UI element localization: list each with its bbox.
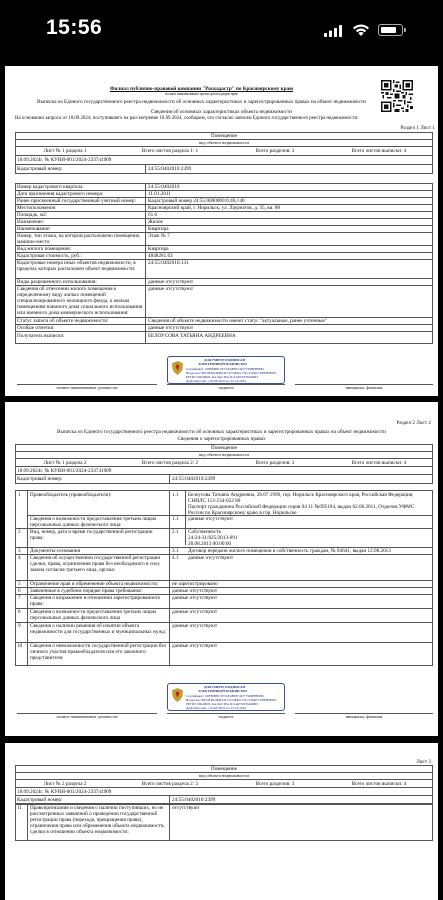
row-label: Особые отметки: xyxy=(17,325,55,331)
document-page-3[interactable] xyxy=(5,743,438,900)
sections-total: Всего разделов: 3 xyxy=(255,781,295,787)
cadastral-value: 24:55:0402010:2399 xyxy=(148,166,192,172)
stamp-line2: ЭЛЕКТРОННОЙ ПОДПИСЬЮ xyxy=(198,689,247,693)
sign-caption: подпись xyxy=(218,714,234,719)
row-sub: 3.1 xyxy=(172,548,179,554)
row-label: Дата присвоения кадастрового номера: xyxy=(17,191,104,197)
cadastral-value: 24:55:0402010:2399 xyxy=(172,797,216,803)
stamp-line1: ДОКУМЕНТ ПОДПИСАН xyxy=(204,685,246,689)
document-page-2[interactable] xyxy=(5,402,438,736)
extract-title: Выписка из Единого государственного реестра недвижимости об основных характеристиках и зарегистрированных правах на объект недвижимости xyxy=(37,99,366,105)
row-label: Сведения об отнесении жилого помещения к определенному виду жилых помещений специализированного жилищного фонда, к жилым помещениям наемного дома социального использования или наемного дома коммерческого использования: xyxy=(17,286,143,316)
stamp-owner: Владелец: ФЕДЕРАЛЬНАЯ СЛУЖБА ГОСУДАРСТВЕННОЙ xyxy=(186,371,276,375)
row-number: 10 xyxy=(17,643,23,649)
row-label: Заявленные в судебном порядке права требования: xyxy=(30,588,143,594)
coat-of-arms-icon xyxy=(172,688,183,702)
row-value: данные отсутствуют xyxy=(148,286,194,292)
object-type: Помещение xyxy=(211,445,237,451)
row-label: Сведения о возможности предоставления третьим лицам персональных данных физического лица xyxy=(30,609,156,621)
sign-name-caption: инициалы, фамилия xyxy=(345,714,383,719)
object-type-sub: вид объекта недвижимости xyxy=(199,773,249,778)
row-value: Кадастровый номер 24:55:0000000:0:46,//40 xyxy=(148,198,245,204)
object-type-sub: вид объекта недвижимости xyxy=(199,452,249,457)
stamp-line1: ДОКУМЕНТ ПОДПИСАН xyxy=(204,358,246,362)
status-bar xyxy=(0,0,443,62)
row-value: данные отсутствуют xyxy=(148,325,194,331)
row-value: 11.01.2011 xyxy=(148,191,171,197)
status-time: 15:56 xyxy=(46,16,103,39)
row-label: Сведения об осуществлении государственной регистрации сделки, права, ограничения права без необходимого в силу закона согласия третьего лица, органа: xyxy=(30,555,161,573)
sign-name-caption: инициалы, фамилия xyxy=(345,385,383,390)
row-sub: 4.1 xyxy=(172,555,179,561)
row-value: 24:55:0402010 xyxy=(148,184,180,190)
stamp-valid: Действителен: с 02.08.2023 по 25.10.2024 xyxy=(186,379,246,383)
row-value: данные отсутствуют xyxy=(172,643,218,649)
row-value: Красноярский край, г. Норильск, ул. Лауреатов, д. 35, кв. 88 xyxy=(148,205,281,211)
row-value: отсутствуют xyxy=(172,805,200,811)
stamp-owner2: РЕГИСТРАЦИИ, КАДАСТРА И КАРТОГРАФИИ xyxy=(186,702,258,706)
row-value: 24:55:0402010:131 xyxy=(148,260,189,266)
row-value: БЕЛОУСОВА ТАТЬЯНА АНДРЕЕВНА xyxy=(148,333,236,339)
cadastral-label: Кадастровый номер: xyxy=(17,797,63,803)
row-label: Наименование: xyxy=(17,226,51,232)
header-org: Филиал публично-правовой компании "Роскадастр" по Красноярскому краю xyxy=(109,86,294,92)
cadastral-label: Кадастровый номер: xyxy=(17,476,63,482)
row-label: Ранее присвоенный государственный учетный номер: xyxy=(17,198,136,204)
request-line: На основании запроса от 18.09.2024, поступившего на рассмотрение 18.09.2024, сообщаем, что согласно записям Единого государственного реестра недвижимости: xyxy=(15,116,359,121)
row-value: данные отсутствуют xyxy=(172,595,218,601)
row-number: 8 xyxy=(18,609,21,615)
row-number: 5 xyxy=(18,581,21,587)
row-label: Статус записи об объекте недвижимости: xyxy=(17,318,109,324)
cadastral-value: 24:55:0402010:2399 xyxy=(172,476,216,482)
digital-signature-stamp xyxy=(167,683,285,711)
sheet-no: Лист № 1 раздела 2 xyxy=(43,460,87,466)
date-no: 18.09.2024г. № КУВИ-001/2024-233741909 xyxy=(17,789,112,795)
section-title: Сведения об основных характеристиках объекта недвижимости xyxy=(151,109,292,115)
row-value: данные отсутствуют xyxy=(172,623,218,629)
row-number: 1 xyxy=(18,492,21,498)
digital-signature-stamp xyxy=(167,356,285,384)
row-label: Правообладатель (правообладатели): xyxy=(30,492,112,498)
row-value: Квартира xyxy=(148,246,169,252)
row-label: Назначение: xyxy=(17,219,45,225)
row-sub: 1.1 xyxy=(172,516,179,522)
row-label: Площадь, м2: xyxy=(17,212,48,218)
row-number: 3 xyxy=(18,548,21,554)
row-value: данные отсутствуют xyxy=(188,555,234,561)
row-number: 2 xyxy=(18,529,21,535)
stamp-owner: Владелец: ФЕДЕРАЛЬНАЯ СЛУЖБА ГОСУДАРСТВЕННОЙ xyxy=(186,698,276,702)
section-label: Раздел 2 Лист 2 xyxy=(396,420,431,426)
row-value: не зарегистрировано xyxy=(172,581,218,587)
row-value: 4848281.63 xyxy=(148,253,173,259)
section-title: Сведения о зарегистрированных правах xyxy=(177,436,266,442)
sheets-in-section: Всего листов раздела 2: 2 xyxy=(141,460,199,466)
row-label: Ограничение прав и обременение объекта недвижимости: xyxy=(30,581,159,587)
row-label: Вид, номер, дата и время государственной регистрации права: xyxy=(30,529,153,541)
stamp-cert: Сертификат: 00F89B8C5E7AE4B8374257740BFB98E1 xyxy=(186,367,265,371)
row-value: Жилое xyxy=(148,219,163,225)
row-value: Белоусова Татьяна Андреевна, 26.07.1996, гор. Норильск Красноярского края, Российская Федерация, СНИЛС 112-234-022 80 Паспорт гражданина Российской Федерации серия 04 11 №095104, выдан 02.06.2011, Отделом УФМС России по Красноярскому краю в гор. Норильске xyxy=(188,492,415,516)
row-value: 61.6 xyxy=(148,212,158,218)
object-type: Помещение xyxy=(211,766,237,772)
row-sub: 1.1 xyxy=(172,492,179,498)
sheets-in-section: Всего листов раздела 1: 1 xyxy=(141,148,199,154)
row-value: Этаж № 7 xyxy=(148,233,170,239)
row-value: данные отсутствуют xyxy=(148,279,194,285)
sections-total: Всего разделов: 3 xyxy=(255,148,295,154)
wifi-icon xyxy=(352,23,370,37)
row-label: Номер, тип этажа, на котором расположено помещение, машино-место: xyxy=(17,233,141,245)
object-type-sub: вид объекта недвижимости xyxy=(199,140,249,145)
sign-position-caption: полное наименование должности xyxy=(56,714,118,719)
sheets-total: Всего листов выписки: 4 xyxy=(351,148,407,154)
object-type: Помещение xyxy=(211,133,237,139)
row-value: Квартира xyxy=(148,226,169,232)
row-label: Сведения о возражении в отношении зарегистрированного права: xyxy=(30,595,161,607)
row-sub: 2.1 xyxy=(172,529,179,535)
battery-icon xyxy=(378,24,403,36)
row-value: Сведения об объекте недвижимости имеют статус "актуальные, ранее учтенные" xyxy=(148,318,327,324)
date-no: 18.09.2024г. № КУВИ-001/2024-233741909 xyxy=(17,157,112,163)
sign-caption: подпись xyxy=(218,385,234,390)
row-label: Сведения о наличии решения об изъятии объекта недвижимости для государственных и муниципальных нужд: xyxy=(30,623,167,635)
row-number: 9 xyxy=(18,623,21,629)
stamp-owner2: РЕГИСТРАЦИИ, КАДАСТРА И КАРТОГРАФИИ xyxy=(186,375,258,379)
row-value: данные отсутствуют xyxy=(172,588,218,594)
row-number: 11 xyxy=(17,805,22,811)
row-value: данные отсутствуют xyxy=(188,516,234,522)
row-number: 6 xyxy=(18,588,21,594)
cellular-signal-icon xyxy=(324,25,342,37)
document-page-1[interactable] xyxy=(5,66,438,396)
sections-total: Всего разделов: 3 xyxy=(255,460,295,466)
row-label: Документы-основания xyxy=(30,548,80,554)
row-value: Собственность 24-24-31/025/2013-091 28.08.2013 00:00:00 xyxy=(188,529,238,547)
row-label: Получатель выписки: xyxy=(17,333,65,339)
date-no: 18.09.2024г. № КУВИ-001/2024-233741909 xyxy=(17,468,112,474)
row-label: Вид жилого помещения: xyxy=(17,246,72,252)
sheets-total: Всего листов выписки: 4 xyxy=(351,781,407,787)
row-label: Правопритязания и сведения о наличии поступивших, но не рассмотренных заявлений о проведении государственной регистрации права (перехода, прекращения права), ограничения права или обременения объекта недвижимости, сделки в отношении объекта недвижимости: xyxy=(30,805,165,835)
section-label: Лист 3 xyxy=(416,759,431,765)
qr-code-icon xyxy=(381,80,413,112)
section-label: Раздел 1 Лист 1 xyxy=(400,125,435,131)
row-label: Сведения о невозможности государственной регистрации без личного участия правообладателя или его законного представителя: xyxy=(30,643,166,661)
row-label: Местоположение: xyxy=(17,205,57,211)
row-number: 4 xyxy=(18,555,21,561)
sheet-no: Лист № 1 раздела 1 xyxy=(43,148,87,154)
row-label: Сведения о возможности предоставления третьим лицам персональных данных физического лица: xyxy=(30,516,156,528)
header-org-sub: полное наименование органа регистрации прав xyxy=(165,92,238,96)
row-label: Виды разрешенного использования: xyxy=(17,279,97,285)
row-value: данные отсутствуют xyxy=(172,609,218,615)
row-label: Кадастровые номера иных объектов недвижимости, в пределах которых расположен объект недвижимости: xyxy=(17,260,136,272)
row-label: Номер кадастрового квартала: xyxy=(17,184,84,190)
sheets-in-section: Всего листов раздела 2: 2 xyxy=(141,781,199,787)
cadastral-label: Кадастровый номер: xyxy=(17,166,63,172)
sign-position-caption: полное наименование должности xyxy=(56,385,118,390)
row-number: 7 xyxy=(18,595,21,601)
row-value: Договор передачи жилого помещения в собственность граждан, № 84641, выдан 12.08.2013 xyxy=(188,548,391,554)
extract-title: Выписка из Единого государственного реестра недвижимости об основных характеристиках и зарегистрированных правах на объект недвижимости xyxy=(57,429,386,435)
coat-of-arms-icon xyxy=(172,361,183,375)
row-label: Кадастровая стоимость, руб.: xyxy=(17,253,82,259)
stamp-cert: Сертификат: 00F89B8C5E7AE4B8374257740BFB98E1 xyxy=(186,694,265,698)
sheet-no: Лист № 2 раздела 2 xyxy=(43,781,87,787)
stamp-line2: ЭЛЕКТРОННОЙ ПОДПИСЬЮ xyxy=(198,362,247,366)
stamp-valid: Действителен: с 02.08.2023 по 25.10.2024 xyxy=(186,706,246,710)
sheets-total: Всего листов выписки: 4 xyxy=(351,460,407,466)
